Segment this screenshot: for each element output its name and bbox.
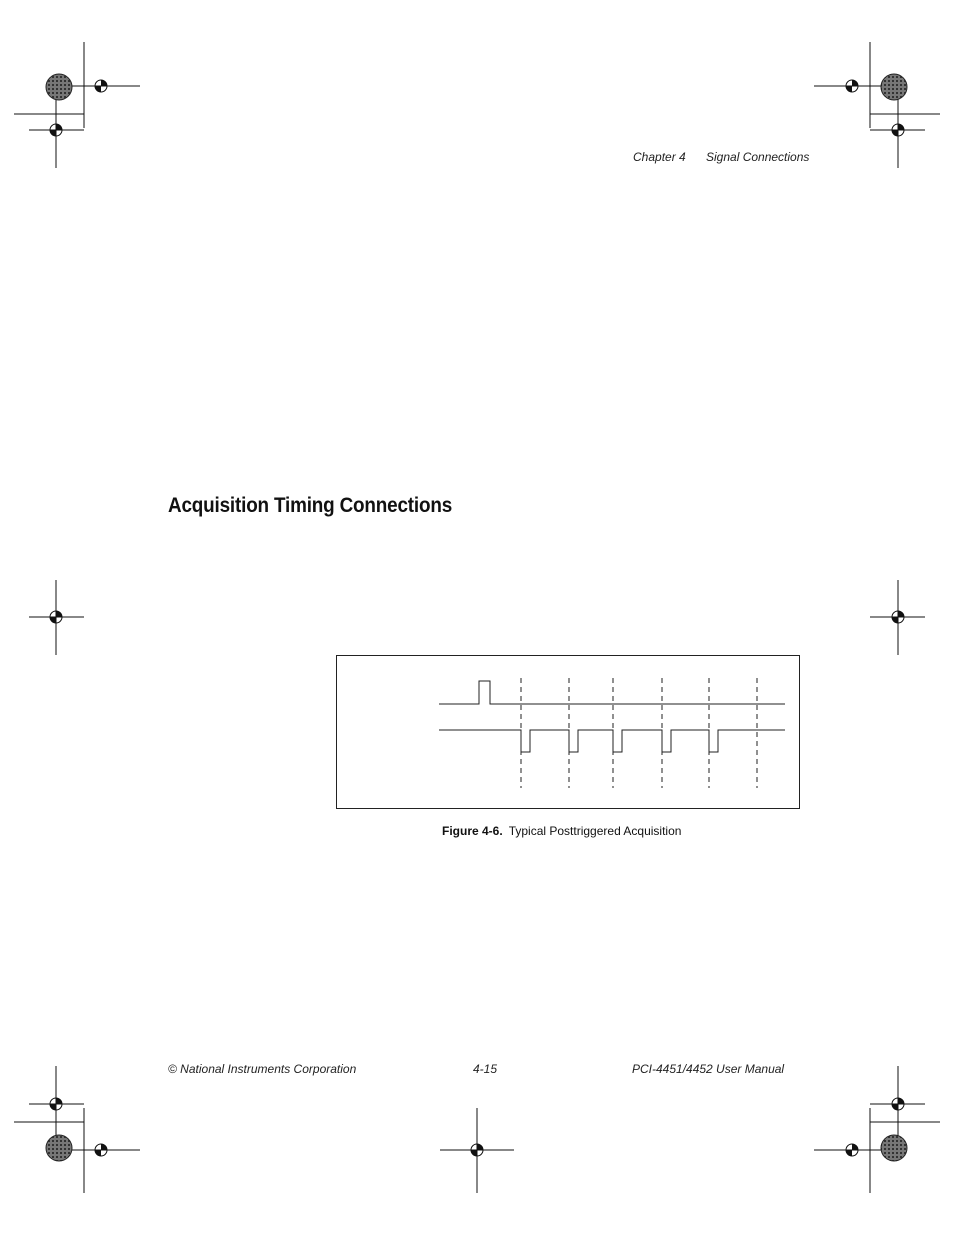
footer-copyright: © National Instruments Corporation bbox=[168, 1062, 357, 1076]
footer-manual-title: PCI-4451/4452 User Manual bbox=[632, 1062, 785, 1076]
header-chapter: Chapter 4 bbox=[633, 150, 686, 164]
footer-page-number: 4-15 bbox=[473, 1062, 498, 1076]
figure-caption-text: Typical Posttriggered Acquisition bbox=[508, 824, 682, 838]
header-title: Signal Connections bbox=[706, 150, 810, 164]
section-heading: Acquisition Timing Connections bbox=[168, 494, 453, 517]
figure-caption bbox=[442, 824, 681, 838]
figure-label: Figure 4-6. bbox=[442, 824, 503, 838]
trigger-waveform bbox=[439, 681, 785, 704]
timing-diagram-figure bbox=[336, 655, 800, 809]
conversion-waveform bbox=[439, 730, 785, 752]
timing-diagram bbox=[337, 656, 799, 808]
